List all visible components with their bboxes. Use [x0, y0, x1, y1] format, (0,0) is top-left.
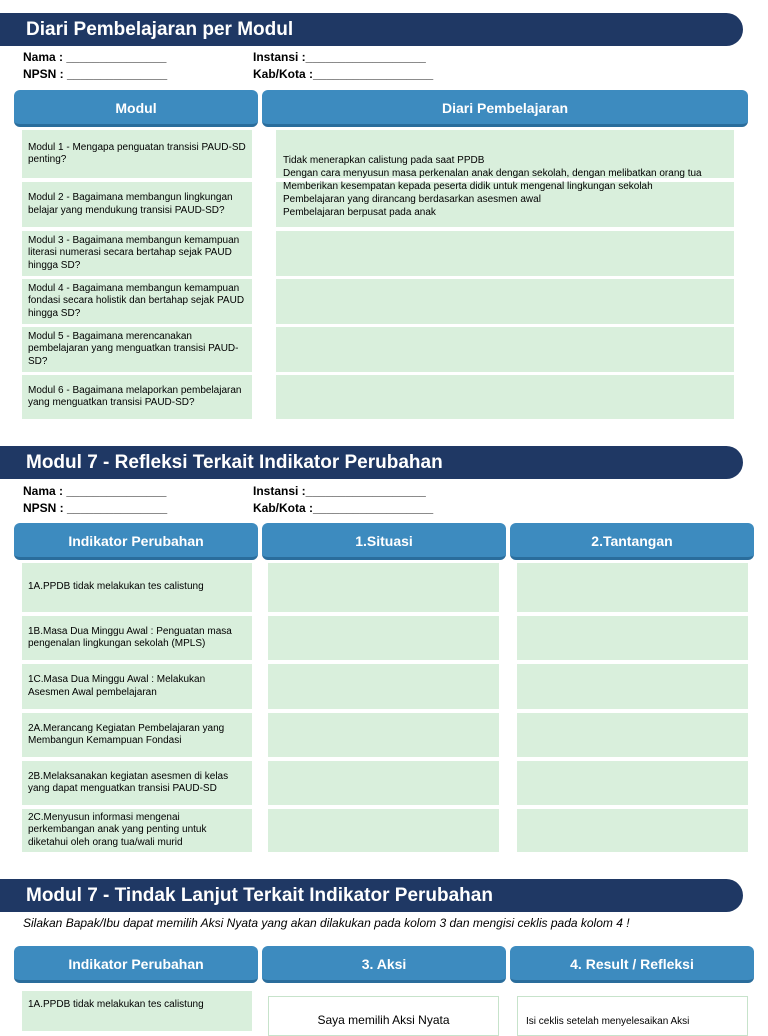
situasi-cell[interactable] [268, 664, 499, 709]
diari-line: Memberikan kesempatan kepada peserta didik untuk mengenal lingkungan sekolah [283, 181, 653, 192]
aksi-select-text: Saya memilih Aksi Nyata [317, 1013, 450, 1027]
indicator-label: 1A.PPDB tidak melakukan tes calistung [28, 581, 204, 593]
diari-line: Pembelajaran yang dirancang berdasarkan asesmen awal [283, 194, 541, 205]
section1-title: Diari Pembelajaran per Modul [26, 19, 294, 40]
diari-cell[interactable] [276, 375, 734, 419]
situasi-cell[interactable] [268, 563, 499, 612]
section3-title: Modul 7 - Tindak Lanjut Terkait Indikator Perubahan [26, 885, 493, 906]
module-label: Modul 4 - Bagaimana membangun kemampuan fondasi secara holistik dan bertahap sejak PAUD hingga SD? [28, 282, 245, 319]
indicator-label: 2B.Melaksanakan kegiatan asesmen di kelas yang dapat menguatkan transisi PAUD-SD [28, 770, 229, 794]
indicator-label: 2A.Merancang Kegiatan Pembelajaran yang Membangun Kemampuan Fondasi [28, 722, 225, 746]
col-header-indikator: Indikator Perubahan [14, 946, 258, 983]
situasi-cell[interactable] [268, 761, 499, 805]
tantangan-cell[interactable] [517, 664, 748, 709]
diari-line: Tidak menerapkan calistung pada saat PPDB [283, 155, 485, 166]
instruction-note: Silakan Bapak/Ibu dapat memilih Aksi Nyata yang akan dilakukan pada kolom 3 dan mengisi ceklis pada kolom 4 ! [23, 916, 630, 930]
situasi-cell[interactable] [268, 713, 499, 757]
npsn-field[interactable]: NPSN : _______________ [23, 501, 168, 515]
section1-title-banner [0, 13, 743, 46]
diari-cell[interactable] [276, 279, 734, 324]
tantangan-cell[interactable] [517, 809, 748, 852]
tantangan-cell[interactable] [517, 616, 748, 660]
section3-title-banner [0, 879, 743, 912]
module-label: Modul 2 - Bagaimana membangun lingkungan belajar yang mendukung transisi PAUD-SD? [28, 192, 233, 216]
col-header-indikator: Indikator Perubahan [14, 523, 258, 560]
section2-title: Modul 7 - Refleksi Terkait Indikator Perubahan [26, 452, 443, 473]
indicator-label: 1A.PPDB tidak melakukan tes calistung [28, 999, 204, 1010]
nama-field[interactable]: Nama : _______________ [23, 50, 167, 64]
indicator-label: 1B.Masa Dua Minggu Awal : Penguatan masa pengenalan lingkungan sekolah (MPLS) [28, 625, 232, 649]
section2-title-banner [0, 446, 743, 479]
col-header-modul: Modul [14, 90, 258, 127]
col-header-result: 4. Result / Refleksi [510, 946, 754, 983]
module-label: Modul 3 - Bagaimana membangun kemampuan literasi numerasi secara bertahap sejak PAUD hingga SD? [28, 234, 240, 271]
tantangan-cell[interactable] [517, 563, 748, 612]
result-checklist-box[interactable] [517, 996, 748, 1036]
module-label: Modul 5 - Bagaimana merencanakan pembelajaran yang menguatkan transisi PAUD-SD? [28, 330, 239, 367]
diari-line: Pembelajaran berpusat pada anak [283, 207, 436, 218]
module-label: Modul 1 - Mengapa penguatan transisi PAUD-SD penting? [28, 141, 246, 165]
diari-content[interactable] [283, 154, 723, 219]
diari-cell[interactable] [276, 327, 734, 372]
col-header-tantangan: 2.Tantangan [510, 523, 754, 560]
tantangan-cell[interactable] [517, 713, 748, 757]
tantangan-cell[interactable] [517, 761, 748, 805]
diari-line: Dengan cara menyusun masa perkenalan anak dengan sekolah, dengan melibatkan orang tua [283, 168, 702, 179]
indicator-label: 2C.Menyusun informasi mengenai perkembangan anak yang penting untuk diketahui oleh orang tua/wali murid [28, 811, 207, 848]
instansi-field[interactable]: Instansi :__________________ [253, 484, 426, 498]
aksi-select-box[interactable] [268, 996, 499, 1036]
instansi-field[interactable]: Instansi :__________________ [253, 50, 426, 64]
col-header-diari: Diari Pembelajaran [262, 90, 748, 127]
situasi-cell[interactable] [268, 809, 499, 852]
indicator-label: 1C.Masa Dua Minggu Awal : Melakukan Asesmen Awal pembelajaran [28, 674, 206, 698]
npsn-field[interactable]: NPSN : _______________ [23, 67, 168, 81]
kabkota-field[interactable]: Kab/Kota :__________________ [253, 67, 434, 81]
kabkota-field[interactable]: Kab/Kota :__________________ [253, 501, 434, 515]
diari-cell[interactable] [276, 231, 734, 276]
result-checklist-text: Isi ceklis setelah menyelesaikan Aksi [526, 1016, 690, 1027]
col-header-aksi: 3. Aksi [262, 946, 506, 983]
module-label: Modul 6 - Bagaimana melaporkan pembelajaran yang menguatkan transisi PAUD-SD? [28, 384, 242, 408]
nama-field[interactable]: Nama : _______________ [23, 484, 167, 498]
col-header-situasi: 1.Situasi [262, 523, 506, 560]
situasi-cell[interactable] [268, 616, 499, 660]
